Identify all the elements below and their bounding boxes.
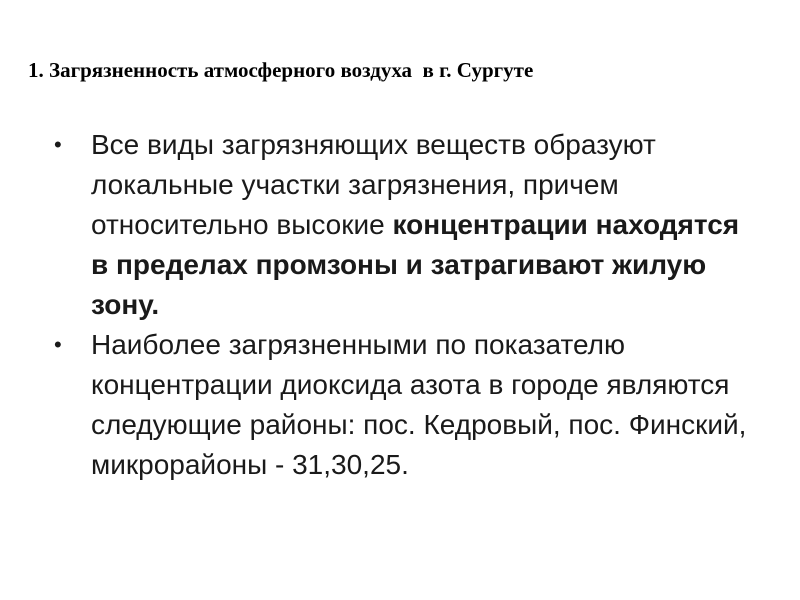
bullet-2-text: Наиболее загрязненными по показателю концентрации диоксида азота в городе являются следующие районы: пос. Кедровый, пос. Финский, микрорайоны - 31,30,25.: [91, 329, 747, 480]
bullet-dot-icon: •: [54, 132, 62, 157]
bullet-item-1: [50, 125, 750, 325]
bullet-dot-icon: •: [54, 332, 62, 357]
bullet-1-bold-text: концентрации находятся в пределах промзоны и затрагивают жилую зону.: [91, 209, 740, 320]
bullet-1-text: Все виды загрязняющих веществ образуют локальные участки загрязнения, причем относительно высокие: [91, 129, 656, 240]
bullet-list: [50, 125, 750, 485]
slide-title: 1. Загрязненность атмосферного воздуха в г. Сургуте: [28, 58, 534, 82]
bullet-item-2: [50, 325, 750, 485]
